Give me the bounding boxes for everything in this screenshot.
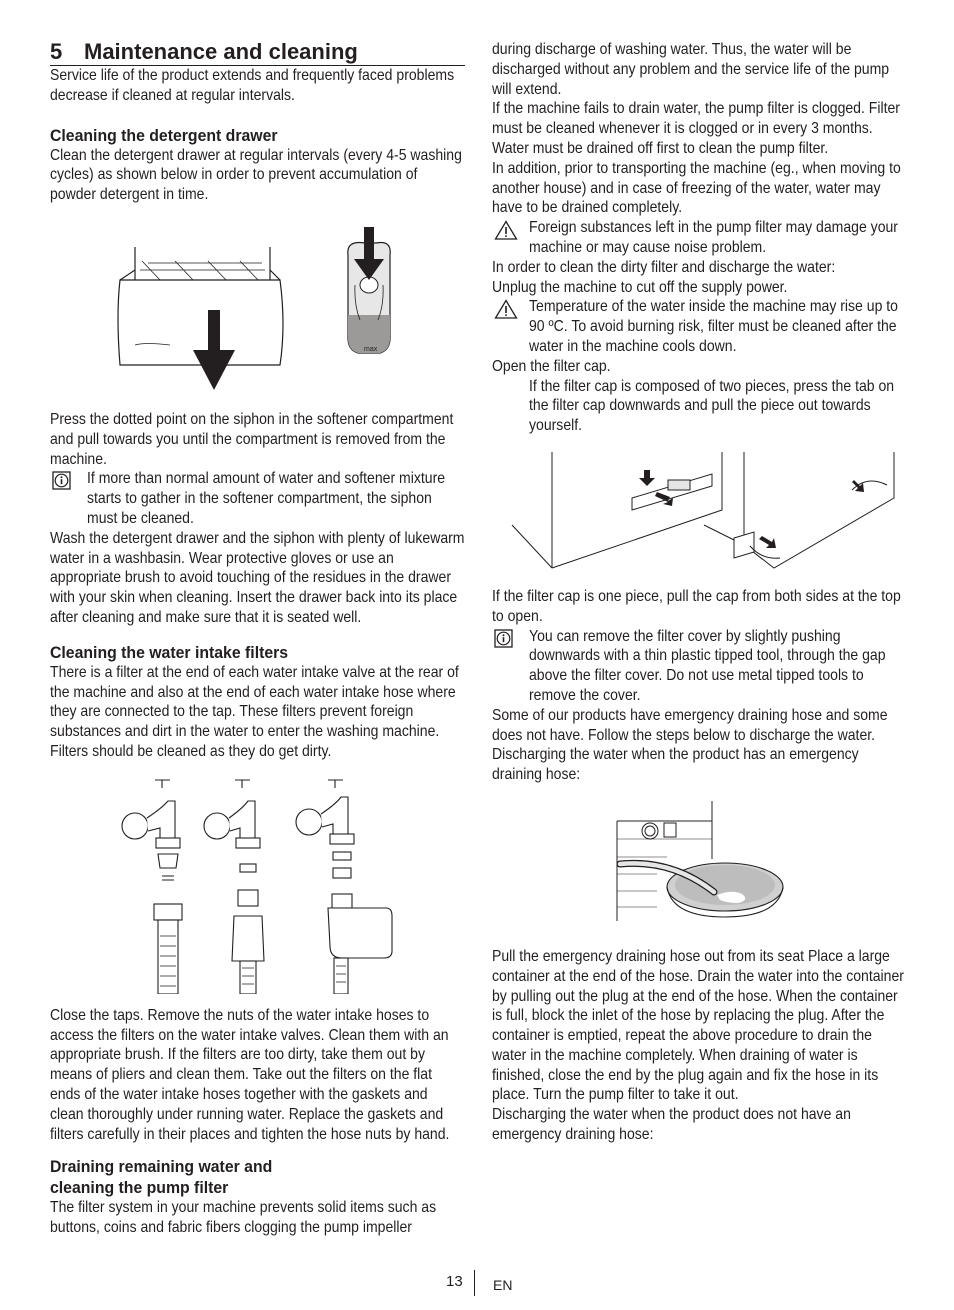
filter-cap-figure [492, 450, 907, 575]
info-icon [494, 629, 513, 648]
pump-p6: Open the filter cap. [492, 357, 611, 375]
max-label: max [364, 345, 378, 353]
info-note-text: If more than normal amount of water and softener mixture starts to gather in the softener compartment, the siphon must be cleaned. [87, 470, 446, 527]
tap-figure-3 [296, 780, 392, 994]
emergency-hose-figure [492, 799, 907, 929]
detergent-drawer-heading: Cleaning the detergent drawer [50, 125, 278, 145]
warning-icon [494, 299, 518, 319]
tap-figure-1 [122, 780, 182, 994]
intake-filters-heading: Cleaning the water intake filters [50, 642, 289, 662]
pump-p4: In order to clean the dirty filter and discharge the water: [492, 258, 836, 276]
pump-p2: If the machine fails to drain water, the pump filter is clogged. Filter must be cleaned whenever it is clogged or in every 3 months. Water must be drained off first to clean the pump filter. [492, 100, 900, 157]
warning-note-2 [492, 297, 907, 356]
intake-filters-p1: There is a filter at the end of each water intake valve at the rear of the machine and also at the end of each water intake hose where they are connected to the tap. These filters prevent foreign substances and dirt in the water to enter the washing machine. Filters should be cleaned as they do get dirty. [50, 663, 459, 760]
pump-p7: If the filter cap is composed of two pieces, press the tab on the filter cap downwards and pull the piece out towards yourself. [529, 377, 895, 435]
press-tab-arrow [639, 470, 655, 486]
pump-heading-line2: cleaning the pump filter [50, 1178, 229, 1198]
intake-filters-p2: Close the taps. Remove the nuts of the water intake hoses to access the filters on the water intake valves. Clean them with an appropriate brush. If the filters are too dirty, take them out by means of pliers and clean them. Take out the filters on the flat ends of the water intake hoses together with the gaskets and clean thoroughly under running water. Replace the gaskets and filters carefully in their places and tighten the hose nuts by hand. [50, 1006, 450, 1143]
info-note-2 [492, 627, 907, 706]
pump-p5: Unplug the machine to cut off the supply power. [492, 278, 788, 296]
pump-p9: Some of our products have emergency draining hose and some does not have. Follow the steps below to discharge the water. [492, 706, 888, 744]
info-icon [52, 471, 71, 490]
intake-filters-figure [50, 776, 465, 994]
warning-note-1-text: Foreign substances left in the pump filter may damage your machine or may cause noise problem. [529, 219, 898, 256]
footer-divider [474, 1270, 475, 1296]
tap-figure-2 [204, 780, 264, 994]
warning-note-1 [492, 218, 907, 258]
cap-arrow-left [759, 536, 776, 548]
section-title: Maintenance and cleaning [84, 39, 358, 64]
page-number: 13 [446, 1273, 463, 1290]
language-code: EN [493, 1277, 513, 1293]
detergent-drawer-figure [50, 225, 465, 390]
pump-heading-line1: Draining remaining water and [50, 1157, 273, 1177]
pump-p1: The filter system in your machine prevents solid items such as buttons, coins and fabric fibers clogging the pump impeller [50, 1199, 437, 1237]
pump-p12: Discharging the water when the product does not have an emergency draining hose: [492, 1106, 851, 1144]
detergent-drawer-p1: Clean the detergent drawer at regular intervals (every 4-5 washing cycles) as shown below in order to prevent accumulation of powder detergent in time. [50, 146, 462, 204]
detergent-drawer-p3: Wash the detergent drawer and the siphon with plenty of lukewarm water in a washbasin. Wear protective gloves or use an appropriate brush to avoid touching of the residues in the drawer with your skin when cleaning. Insert the drawer back into its place after cleaning and make sure that it is seated well. [50, 529, 465, 626]
section-heading [50, 40, 465, 66]
pump-p10: Discharging the water when the product has an emergency draining hose: [492, 746, 859, 784]
warning-note-2-text: Temperature of the water inside the machine may rise up to 90 ºC. To avoid burning risk, filter must be cleaned after the water in the machine cools down. [529, 298, 898, 355]
info-note-2-text: You can remove the filter cover by slightly pushing downwards with a thin plastic tipped tool, through the gap above the filter cover. Do not use metal tipped tools to remove the cover. [529, 627, 886, 704]
section-number: 5 [50, 39, 63, 64]
pump-p11: Pull the emergency draining hose out from its seat Place a large container at the end of the hose. Drain the water into the container by pulling out the plug at the end of the hose. When the container is full, block the inlet of the hose by replacing the plug. After the container is emptied, repeat the above procedure to drain the water in the machine completely. When draining of water is finished, close the end by the plug again and fix the hose in its place. Turn the pump filter to take it out. [492, 947, 904, 1104]
left-column [50, 40, 465, 1238]
section-intro: Service life of the product extends and frequently faced problems decrease if cleaned at regular intervals. [50, 67, 455, 104]
detergent-drawer-p2: Press the dotted point on the siphon in the softener compartment and pull towards you until the compartment is removed from the machine. [50, 410, 454, 468]
warning-icon [494, 220, 518, 240]
right-column [492, 40, 907, 1145]
info-note [50, 469, 465, 528]
indented-block [492, 377, 907, 436]
pump-p1-continued: during discharge of washing water. Thus, the water will be discharged without any problem and the service life of the pump will extend. [492, 41, 890, 98]
pump-p3: In addition, prior to transporting the machine (eg., when moving to another house) and in case of freezing of the water, water may have to be drained completely. [492, 159, 901, 217]
cap-arrow-right [852, 480, 864, 492]
pump-p8: If the filter cap is one piece, pull the cap from both sides at the top to open. [492, 587, 901, 625]
